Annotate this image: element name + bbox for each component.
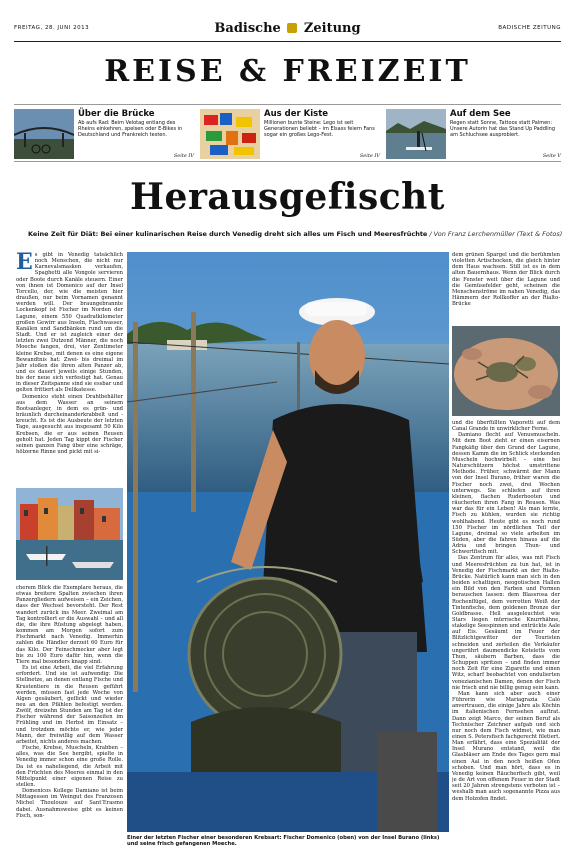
paragraph: s gibt in Venedig tatsächlich noch Menschen, die nicht nur Karnevalsmasken verkaufen, Spaghetti alle Vongole servieren oder Boote durch Kanäle steuern. Einer von ihnen ist Domenico auf der Insel Torcello, der, wie die meisten hier draußen, nur beim Vornamen genannt werden will. Der braungebrannte Lockenkopf ist Fischer im Norden der Lagune, einem 550 Quadratkilometer großen Gewirr aus Inseln, Flachwasser, Kanälen und Sandbänken rund um die Stadt. Und er ist zugleich einer der letzten zwei Dutzend Männer, die noch Moeche fangen, drei, vier Zentimeter kleine Krebse, mit denen es eine eigene Bewandtnis hat: Zwei- bis dreimal im Jahr stoßen die ihren alten Panzer ab, und es dauert jeweils einige Stunden, bis der neue sich verfestigt hat. Genau in dieser Zeitspanne sind sie essbar und gelten frittiert als Delikatesse. xyxy=(16,252,123,394)
paragraph: Fische, Krebse, Muscheln, Krabben – alles, was die See hergibt, spielte in Venedig immer schon eine große Rolle. Da ist es naheliegend, die Arbeit mit den Früchten des Meeres einmal in den Mittelpunkt einer eigenen Reise zu stellen. xyxy=(16,745,123,788)
teaser-1-page: Seite IV xyxy=(173,153,194,159)
paragraph: Man kann sich aber auch einer Führerin wie Mariagrazia Caló anvertrauen, die einige Jahre als Köchin im italienischen Fernsehen auftrat. Dann zeigt Marco, der seinen Beruf als Technischer Zeichner aufgab und sich nur noch dem Fisch widmet, wie man einen S. Petersfisch fachgerecht filetiert. Man erfährt, dass eine Spezialität der Insel Murano entstand, weil die Glasbläser am Ende des Tages gern mal einen Aal in den noch heißen Ofen schoben. Und man hört, dass es in Venedig keinen Räucherfisch gibt, weil je de Art von offenem Feuer in der Stadt seit 20 Jahren strengstens verboten ist – weshalb man auch sogenannte Pizza aus dem Holzofen findet. xyxy=(452,690,560,802)
logo-word-left: Badische xyxy=(214,21,281,36)
article-column-3-bottom xyxy=(452,420,560,847)
paragraph: Damiano flecht auf Venusmuscheln. Mit dem Boot zieht er einen eisernen Fangkäfig über den Grund der Lagune, dessen Kamm die im Schlick steckenden Muscheln hochwirbelt – eine bei Naturschützern höchst umstrittene Methode. Früher, schwärmt der Mann von der Insel Burano, früher waren die Fischer noch zwei, drei Wochen unterwegs. Sie schliefen auf ihren kleinen, flachen Ruderbooten und räucherten ihren Fang in Reusen. Was war das für ein Leben! Als man lernte, Fisch zu kühlen, wurden sie richtig wohlhabend. Heute gibt es noch rund 150 Fischer im nördlichen Teil der Lagune, dreimal so viele arbeiten im Süden, aber die fahren hinaus auf die Adria und bringen Thun- und Schwertfisch mit. xyxy=(452,432,560,556)
article-subline xyxy=(28,230,562,238)
masthead-right: BADISCHE ZEITUNG xyxy=(498,25,561,31)
article-column-3-top xyxy=(452,252,560,322)
paragraph: Domenico steht einen Drahtbehälter aus dem Wasser an seinem Bootsanleger, in dem es grün- und bräunlich durcheinanderkrabbelt und -kreucht. Es ist die Ausbeute der letzten Tage, ausgesucht aus insgesamt 50 Kilo Krebsen, die er aus seinen Reusen geholt hat. Jeden Tag kippt der Fischer seinen ganzen Fang über eine schräge, hölzerne Rinne und pickt mit si- xyxy=(16,393,123,455)
teaser-2-page: Seite IV xyxy=(359,153,380,159)
paragraph: Das Zentrum für alles, was mit Fisch und Meeresfrüchten zu tun hat, ist in Venedig der Fischmarkt an der Rialto-Brücke. Natürlich kann man sich in den beiden schattigen, neogotischen Hallen ein Bild von den Farben und Formen berauschen lassen: dem Blassrosa der Rochenflügel, dem verrotten Weiß der Tintenfische, dem goldenen Bronze der Goldbrasse. Hell ausgeleuchtet wie Stars liegen mürrische Knurrhähne, stakelige Seespinnen und entrückte Aale auf Eis. Gesäumt im Feuer der Blitzlichtgewitter der Touristen schneiden und zerteilen die Verkäufer ungerührt daumendicke Koteletts vom Thun, säubern Barben, dass die Schuppen spritzen – und finden immer noch Zeit für eine Zigarette und einen Witz, scharf beobachtet von ondulierten venezianischen Damen, denen der Fisch nie frisch und nie billig genug sein kann. xyxy=(452,555,560,691)
article-column-1-top xyxy=(16,252,123,484)
masthead xyxy=(14,20,561,42)
crabs-in-hand-photo xyxy=(452,326,560,416)
teaser-2[interactable] xyxy=(200,109,380,159)
teaser-3-title: Auf dem See xyxy=(450,109,511,119)
paragraph: Es ist eine Arbeit, die viel Erfahrung erfordert. Und sie ist aufwendig: Die Stellnetze, an denen entlang Fische und Krustentiere in die Reusen geführt werden, müssen fast jede Woche von Algen gesäubert, geflickt und wieder neu an den Pfählen befestigt werden. Zwölf, dreizehn Stunden am Tag ist der Fischer während der Saisonzeiten im Frühling und im Herbst im Einsatz – und trotzdem möchte er, wie jeder Mann, der freiwillig auf dem Wasser arbeitet, nichts anderes machen. xyxy=(16,665,123,745)
photo-caption: Einer der letzten Fischer einer besonderen Krebsart: Fischer Domenico (oben) von der Insel Burano (links) und seine frisch gefangenen Moeche. xyxy=(127,835,440,847)
byline: / Von Franz Lerchenmüller (Text & Fotos) xyxy=(429,230,563,238)
teaser-bar xyxy=(14,104,561,162)
drop-cap: E xyxy=(16,252,33,275)
lego-photo xyxy=(200,109,260,159)
teaser-1-text: Ab aufs Rad: Beim Velotag entlang des Rheins einkehren, speisen oder E-Bikes in Deutschland und Frankreich testen. xyxy=(78,120,183,138)
lake-photo xyxy=(386,109,446,159)
teaser-2-text: Millionen bunte Steine: Lego ist seit Generationen beliebt – im Elsass feiern Fans sogar ein großes Lego-Fest. xyxy=(264,120,375,138)
article-headline: Herausgefischt xyxy=(130,176,445,218)
section-title: REISE & FREIZEIT xyxy=(104,54,471,89)
teaser-3[interactable] xyxy=(386,109,561,159)
subline-lead: Keine Zeit für Diät: Bei einer kulinarischen Reise durch Venedig dreht sich alles um Fisch und Meeresfrüchte xyxy=(28,230,428,238)
paragraph: dem grünen Spargel und die berühmten violetten Artischocken, die gleich hinter dem Haus wachsen. Still ist es in dem alten Bauernhaus. Wenn der Blick durch die Fenster weit über die Lagune und die Gemüsefelder geht, scheinen die Menschenströme im nahen Venedig, das Hämmern der Rollkoffer an der Rialto-Brücke xyxy=(452,252,560,308)
paragraph: und die überfüllten Vaporetti auf dem Canal Grande in unwirklicher Ferne. xyxy=(452,420,560,433)
burano-houses-photo xyxy=(16,488,123,580)
teaser-3-text: Regen statt Sonne, Tattoos statt Palmen: Unsere Autorin hat das Stand Up Paddling am Schluchsee ausprobiert. xyxy=(450,120,556,138)
issue-date: FREITAG, 28. JUNI 2013 xyxy=(14,25,90,31)
article-column-1-bottom xyxy=(16,585,123,847)
crest-icon xyxy=(287,23,297,33)
newspaper-logo xyxy=(14,21,561,36)
paragraph: cherem Blick die Exemplare heraus, die etwas breitere Spalten zwischen ihren Panzergliedern aufweisen – ein Zeichen, dass der Wechsel bevorsteht. Der Rest wandert zurück ins Meer. Zweimal am Tag kontrolliert er die Auswahl – und all die, die ihre Rüstung abgelegt haben, kommen am Morgen sofort zum Fischmarkt nach Venedig. Immerhin zahlen die Händler derzeit 60 Euro für das Kilo. Der Feinschmecker aber legt bis zu 100 Euro dafür hin, wenn die Tiere mal besonders knapp sind. xyxy=(16,585,123,665)
fisherman-main-photo xyxy=(127,252,449,832)
teaser-2-title: Aus der Kiste xyxy=(264,109,329,119)
paragraph: Domenicos Kollege Damiano ist beim Mittagessen im Weingut des Franzosen Michel Thoulouze auf Sant’Erasmo dabei. Ausnahmsweise gibt es keinen Fisch, son- xyxy=(16,788,123,819)
teaser-1[interactable] xyxy=(14,109,194,159)
teaser-1-title: Über die Brücke xyxy=(78,109,155,119)
bridge-photo xyxy=(14,109,74,159)
logo-word-right: Zeitung xyxy=(303,21,361,36)
teaser-3-page: Seite V xyxy=(542,153,561,159)
